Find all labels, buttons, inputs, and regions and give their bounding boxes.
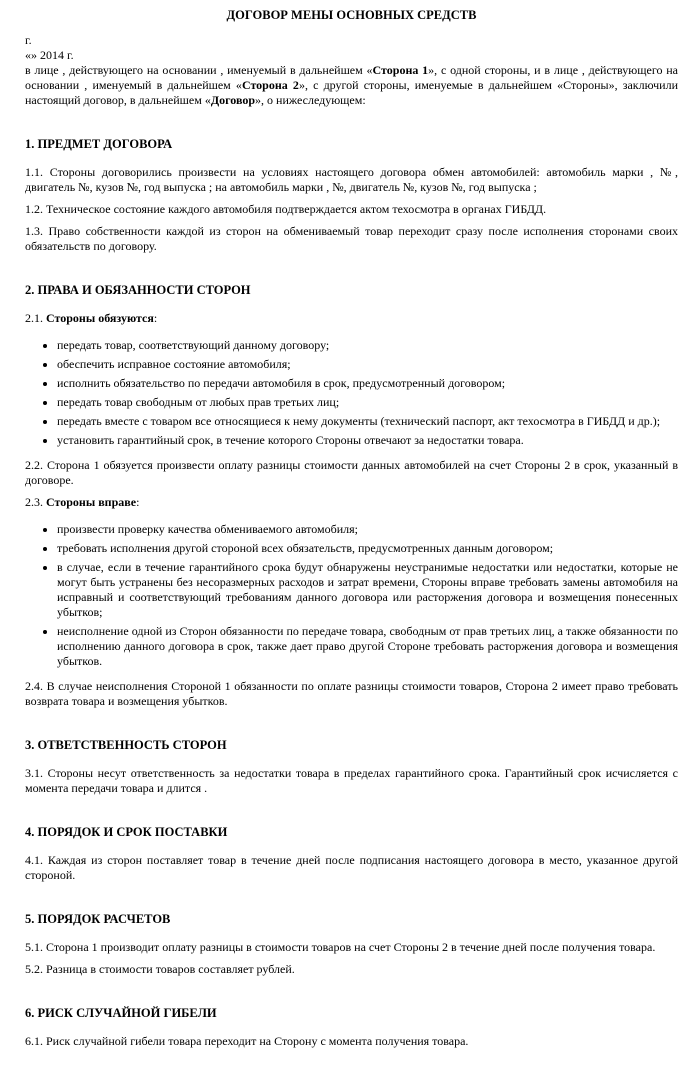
section-1-heading: 1. ПРЕДМЕТ ДОГОВОРА [25, 137, 173, 151]
preamble-text: в лице , действующего на основании , именуемый в дальнейшем « [25, 63, 373, 77]
section-6-heading: 6. РИСК СЛУЧАЙНОЙ ГИБЕЛИ [25, 1006, 217, 1020]
clause-colon: : [153, 311, 158, 325]
preamble-text: », о нижеследующем: [255, 93, 366, 107]
clause-colon: : [136, 495, 140, 509]
clause-number: 2.3. [25, 495, 46, 509]
section-1-subject [25, 137, 678, 254]
preamble-text: », с другой стороны, именуемые в дальнейшем «Стороны», заключили настоящий договор, в дальнейшем « [25, 78, 678, 107]
clause-4-1: 4.1. Каждая из сторон поставляет товар в течение дней после подписания настоящего договора в место, указанное другой стороной. [25, 853, 678, 882]
party-1-name: Сторона 1 [372, 63, 429, 77]
clause-2-2: 2.2. Сторона 1 обязуется произвести оплату разницы стоимости данных автомобилей на счет Стороны 2 в срок, указанный в договоре. [25, 458, 678, 487]
clause-1-2: 1.2. Техническое состояние каждого автомобиля подтверждается актом техосмотра в органах ГИБДД. [25, 202, 547, 216]
obligation-item: • установить гарантийный срок, в течение которого Стороны отвечают за недостатки товара. [57, 433, 678, 448]
obligation-item: • обеспечить исправное состояние автомобиля; [57, 357, 678, 372]
party-2-name: Сторона 2 [241, 78, 299, 92]
right-item: • в случае, если в течение гарантийного срока будут обнаружены неустранимые недостатки или недостатки, которые не могут быть устранены без несоразмерных расходов и затрат времени, Стороны вправе требовать замены автомобиля на исправный и соответствующий требованиям данного договора или расторжения договора и возмещения понесенных убытков; [57, 560, 678, 620]
clause-2-1-lead: Стороны обязуются [46, 311, 154, 325]
contract-title: ДОГОВОР МЕНЫ ОСНОВНЫХ СРЕДСТВ [226, 8, 477, 22]
right-item: • требовать исполнения другой стороной всех обязательств, предусмотренных данным договором; [57, 541, 678, 556]
clause-2-4: 2.4. В случае неисполнения Стороной 1 обязанности по оплате разницы стоимости товаров, Сторона 2 имеет право требовать возврата товара и возмещения убытков. [25, 679, 678, 708]
clause-6-1: 6.1. Риск случайной гибели товара переходит на Сторону с момента получения товара. [25, 1034, 469, 1048]
clause-1-3: 1.3. Право собственности каждой из сторон на обмениваемый товар переходит сразу после исполнения сторонами своих обязательств по договору. [25, 224, 678, 253]
clause-5-1: 5.1. Сторона 1 производит оплату разницы в стоимости товаров на счет Стороны 2 в течение дней после получения товара. [25, 940, 656, 954]
section-3-heading: 3. ОТВЕТСТВЕННОСТЬ СТОРОН [25, 738, 227, 752]
obligation-item: • передать вместе с товаром все относящиеся к нему документы (технический паспорт, акт техосмотра в ГИБДД и др.); [57, 414, 678, 429]
obligation-item: • передать товар, соответствующий данному договору; [57, 338, 678, 353]
clause-5-2: 5.2. Разница в стоимости товаров составляет рублей. [25, 962, 295, 976]
clause-1-1: 1.1. Стороны договорились произвести на условиях настоящего договора обмен автомобилей: автомобиль марки , №, двигатель №, кузов №, год выпуска ; на автомобиль марки , №, двигатель №, кузов №, год выпуска ; [25, 165, 678, 194]
clause-2-3-lead: Стороны вправе [46, 495, 137, 509]
contract-word: Договор [210, 93, 256, 107]
section-4-heading: 4. ПОРЯДОК И СРОК ПОСТАВКИ [25, 825, 228, 839]
right-item: • неисполнение одной из Сторон обязанности по передаче товара, свободным от прав третьих лиц, а также обязанности по исполнению данного договора в срок, также дает право другой Стороне требовать расторжения договора и возмещения убытков. [57, 624, 678, 669]
obligation-item: • передать товар свободным от любых прав третьих лиц; [57, 395, 678, 410]
obligations-list [25, 338, 678, 448]
clause-2-1 [25, 311, 678, 326]
section-5-heading: 5. ПОРЯДОК РАСЧЕТОВ [25, 912, 171, 926]
right-item: • произвести проверку качества обмениваемого автомобиля; [57, 522, 678, 537]
section-2-heading: 2. ПРАВА И ОБЯЗАННОСТИ СТОРОН [25, 283, 251, 297]
section-3-liability [25, 738, 678, 796]
clause-2-3 [25, 495, 678, 510]
section-5-payments [25, 912, 678, 977]
rights-list [25, 522, 678, 669]
date-line: «» 2014 г. [25, 48, 74, 62]
clause-3-1: 3.1. Стороны несут ответственность за недостатки товара в пределах гарантийного срока. Гарантийный срок исчисляется с момента передачи товара и длится . [25, 766, 678, 795]
preamble-text: », с одной стороны, и в лице , действующего на основании , именуемый в дальнейшем « [25, 63, 678, 92]
section-2-rights-obligations [25, 283, 678, 709]
section-6-risk [25, 1006, 678, 1049]
obligation-item: • исполнить обязательство по передачи автомобиля в срок, предусмотренный договором; [57, 376, 678, 391]
clause-number: 2.1. [25, 311, 46, 325]
preamble [25, 63, 678, 108]
section-4-delivery [25, 825, 678, 883]
city-line: г. [25, 33, 32, 47]
